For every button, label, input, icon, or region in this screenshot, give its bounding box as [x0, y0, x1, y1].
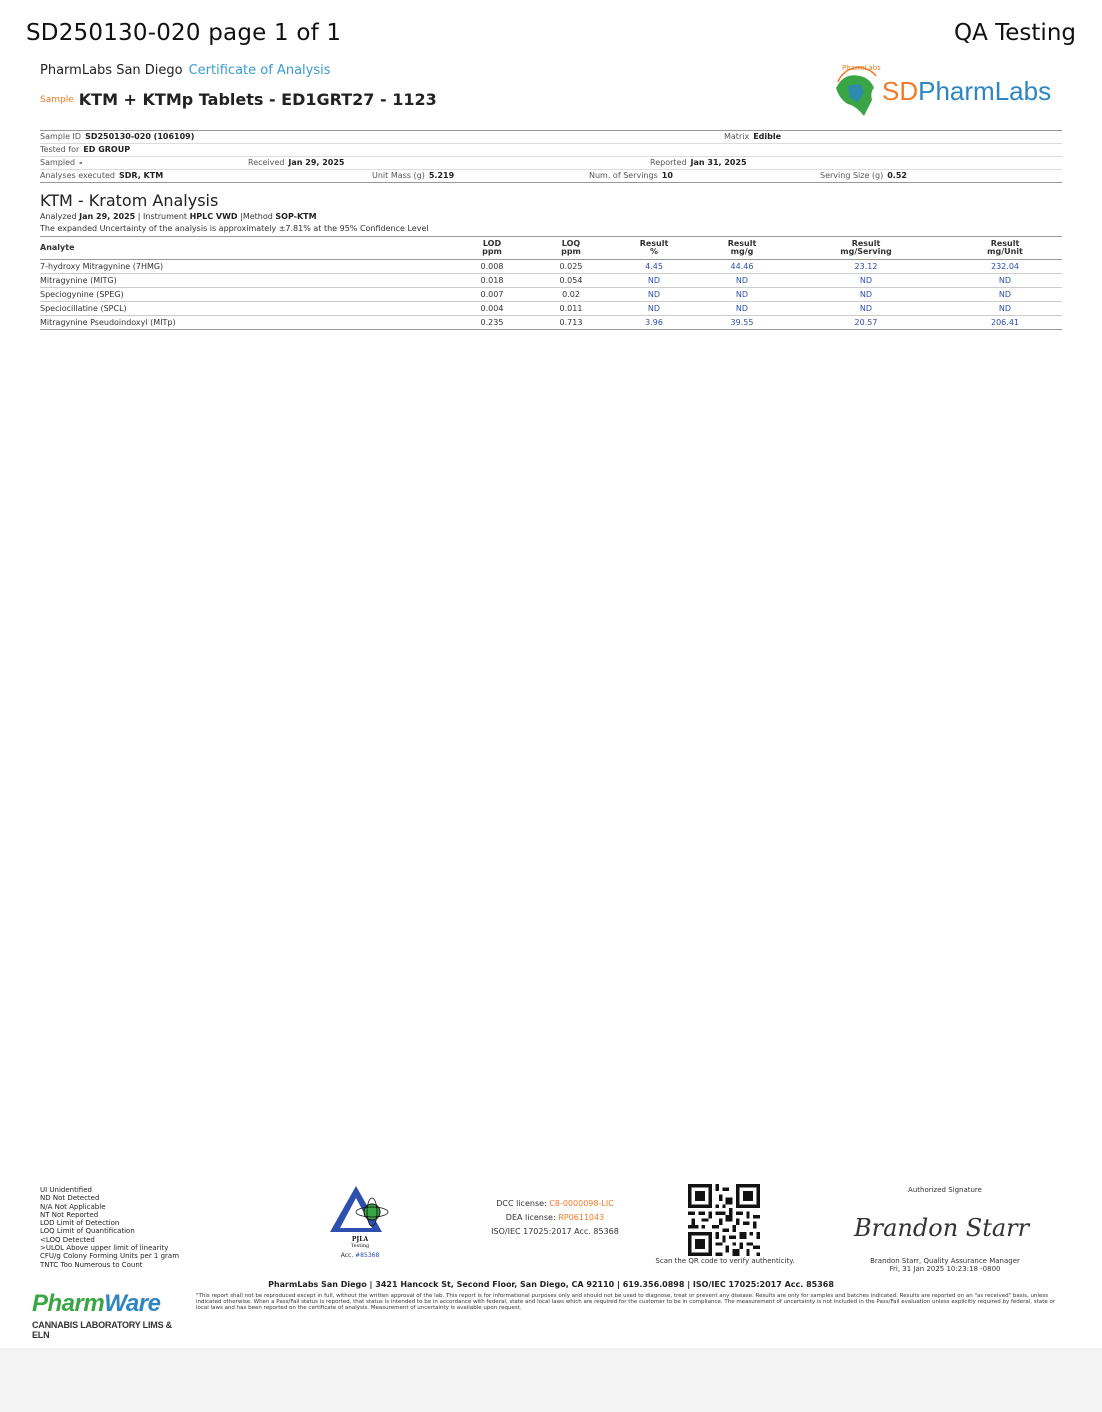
license-block	[460, 1197, 650, 1239]
col-header-analyte: Analyte	[40, 237, 450, 260]
document-id: SD250130-020 page 1 of 1	[26, 20, 342, 46]
handwritten-signature	[850, 1204, 1040, 1248]
table-row: Mitragynine Pseudoindoxyl (MITp) 0.235 0.713 3.96 39.55 20.57 206.41	[40, 316, 1062, 330]
uncertainty-note: The expanded Uncertainty of the analysis is approximately ±7.81% at the 95% Confidence Level	[40, 224, 429, 233]
sample-title: KTM + KTMp Tablets - ED1GRT27 - 1123	[78, 90, 437, 109]
sample-title-line	[40, 89, 437, 109]
pjla-accreditation-badge: PJLA Testing Acc. #85368	[328, 1184, 392, 1264]
legend-item: UI Unidentified	[40, 1186, 92, 1194]
signatory	[850, 1257, 1040, 1273]
signature-label: Authorized Signature	[908, 1186, 982, 1194]
pjla-logo-icon	[328, 1184, 392, 1236]
dea-license: DEA license: RP0611043	[505, 1213, 605, 1222]
logo-arc-text: PharmLabs	[842, 64, 881, 72]
svg-text:Brandon Starr: Brandon Starr	[854, 1214, 1030, 1242]
section-meta: Analyzed Jan 29, 2025 | Instrument HPLC VWD |Method SOP-KTM	[40, 212, 317, 221]
signatory-name: Brandon Starr, Quality Assurance Manager	[870, 1257, 1020, 1265]
table-row: Speciocillatine (SPCL) 0.004 0.011 ND ND ND ND	[40, 302, 1062, 316]
logo-wordmark: SDPharmLabs	[882, 76, 1052, 106]
lab-name-line	[40, 63, 331, 78]
legend-item: >ULOL Above upper limit of linearity	[40, 1244, 169, 1253]
abbreviation-legend	[40, 1186, 179, 1269]
qr-caption: Scan the QR code to verify authenticity.	[655, 1257, 795, 1265]
header-right-label: QA Testing	[953, 20, 1076, 46]
col-header-result-mgg: Result mg/g	[700, 237, 784, 260]
legend-item: LOQ Limit of Quantification	[40, 1227, 135, 1236]
iso-accreditation: ISO/IEC 17025:2017 Acc. 85368	[491, 1227, 619, 1236]
pharmware-logo: PharmWare CANNABIS LABORATORY LIMS & ELN	[32, 1290, 172, 1340]
dcc-license: DCC license: C8-0000098-LIC	[496, 1199, 614, 1208]
matrix-field: Matrix Edible	[724, 132, 782, 141]
legend-item: TNTC Too Numerous to Count	[40, 1260, 143, 1269]
sample-info-block	[40, 130, 1062, 183]
page-bottom-margin	[0, 1348, 1102, 1412]
unit-mass-field: Unit Mass (g) 5.219	[372, 171, 455, 180]
legend-item: <LOQ Detected	[40, 1235, 95, 1244]
analyses-field: Analyses executed SDR, KTM	[40, 171, 164, 180]
section-title: KTM - Kratom Analysis	[40, 191, 219, 210]
table-row: 7-hydroxy Mitragynine (7HMG) 0.008 0.025 4.45 44.46 23.12 232.04	[40, 260, 1062, 274]
legend-item: CFU/g Colony Forming Units per 1 gram	[40, 1252, 180, 1261]
table-header-row	[40, 237, 1062, 260]
sdpharmlabs-logo	[830, 62, 1060, 122]
col-header-result-serving: Result mg/Serving	[784, 237, 948, 260]
sampled-field: Sampled -	[40, 158, 83, 167]
disclaimer: "This report shall not be reproduced except in full, without the written approval of the lab. This report is for informational purposes only and should not be used to diagnose, treat or prevent any disease. Results are only for samples and batches indicated. Results are reported on an "as received" basis, unless indicated otherwise. When a Pass/Fail status is reported, that status is intended to be in accordance with federal, state and local laws which are required for the customer to be in compliance. The measurement of uncertainty is not included in the Pass/Fail evaluation unless explicitly required by federal, state or local laws and has been reported on the certificate of analysis. Measurement of uncertainty is available upon request.	[196, 1293, 1056, 1311]
legend-item: ND Not Detected	[40, 1194, 100, 1203]
col-header-loq: LOQ ppm	[534, 237, 608, 260]
col-header-lod: LOD ppm	[450, 237, 534, 260]
legend-item: N/A Not Applicable	[40, 1202, 106, 1211]
col-header-result-pct: Result %	[608, 237, 700, 260]
sample-tag: Sample	[40, 94, 74, 105]
reported-field: Reported Jan 31, 2025	[650, 158, 747, 167]
legend-item: LOD Limit of Detection	[40, 1219, 120, 1228]
table-row: Speciogynine (SPEG) 0.007 0.02 ND ND ND ND	[40, 288, 1062, 302]
signature-date: Fri, 31 Jan 2025 10:23:18 -0800	[889, 1265, 1001, 1273]
sample-id-field: Sample ID SD250130-020 (106109)	[40, 132, 195, 141]
lab-name: PharmLabs San Diego	[40, 63, 183, 78]
results-table	[40, 236, 1062, 330]
tested-for-field: Tested for ED GROUP	[40, 145, 131, 154]
lab-address: PharmLabs San Diego | 3421 Hancock St, Second Floor, San Diego, CA 92110 | 619.356.0898 | ISO/IEC 17025:2017 Acc. 85368	[268, 1280, 834, 1289]
col-header-result-unit: Result mg/Unit	[948, 237, 1062, 260]
table-row: Mitragynine (MITG) 0.018 0.054 ND ND ND ND	[40, 274, 1062, 288]
legend-item: NT Not Reported	[40, 1210, 99, 1219]
qr-code-icon[interactable]	[688, 1184, 760, 1256]
received-field: Received Jan 29, 2025	[248, 158, 345, 167]
servings-field: Num. of Servings 10	[589, 171, 673, 180]
document-type: Certificate of Analysis	[188, 63, 331, 78]
serving-size-field: Serving Size (g) 0.52	[820, 171, 907, 180]
